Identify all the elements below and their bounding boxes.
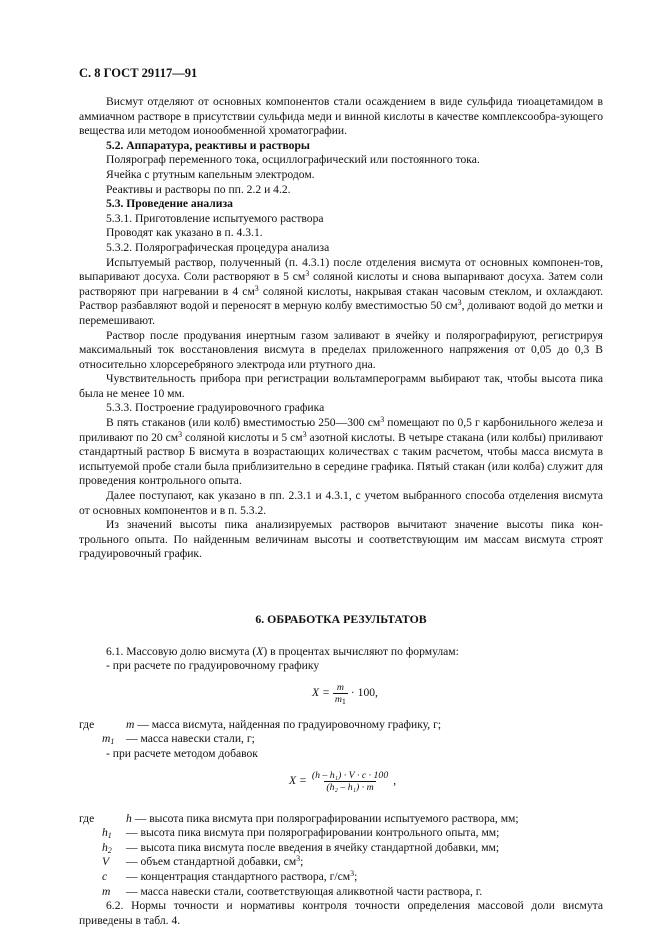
page-content	[79, 95, 603, 928]
definition-h1: $h_1$ — высота пика висмута при полярографировании контрольного опыта, мм;	[102, 826, 500, 841]
equipment-item: Полярограф переменного тока, осциллографический или постоянного тока.	[106, 153, 480, 167]
formula-calibration	[79, 682, 603, 710]
equipment-item: Реактивы и растворы по пп. 2.2 и 4.2.	[106, 182, 291, 196]
equipment-item: Ячейка с ртутным капельным электродом.	[106, 167, 315, 181]
section-5-3-title: 5.3. Проведение анализа	[106, 197, 233, 211]
definitions-list-1	[79, 718, 603, 747]
paragraph-further-steps: Далее поступают, как указано в пп. 2.3.1 и 4.3.1, с учетом выбранного способа отделения висмута от основных компонентов и в п. 5.3.2.	[79, 489, 603, 517]
case-calibration-graph: - при расчете по градуировочному графику	[106, 659, 320, 673]
definition-m1: $m_1$ — масса навески стали, г;	[102, 732, 255, 747]
paragraph-solution-prep: Испытуемый раствор, полученный (п. 4.3.1) после отделения висмута от основных компонен-тов, выпаривают досуха. Соли растворяют в 5 $см^3$ соляной кислоты и снова выпаривают досуха. Затем соли растворяют при нагревании в 4 $см^3$ соляной кислоты, накрывая стакан часовым стеклом, и охлаждают. Раствор разбавляют водой и переносят в мерную колбу вместимостью 50 $см^3$, доливают водой до метки и перемешивают.	[79, 255, 604, 327]
definition-m-aliquot: m — масса навески стали, соответствующая аликвотной части раствора, г.	[102, 884, 483, 898]
section-6-title: 6. ОБРАБОТКА РЕЗУЛЬТАТОВ	[255, 612, 427, 626]
subsection-5-3-3-title: 5.3.3. Построение градуировочного графика	[106, 401, 325, 415]
definition-v: V — объем стандартной добавки, $см^3$;	[102, 854, 304, 869]
paragraph-6-1: 6.1. Массовую долю висмута (X) в процентах вычисляют по формулам:	[106, 644, 459, 658]
case-addition-method: - при расчете методом добавок	[106, 746, 258, 760]
page-header: С. 8 ГОСТ 29117—91	[79, 66, 198, 80]
section-5-2-title: 5.2. Аппаратура, реактивы и растворы	[106, 138, 310, 152]
formula-lhs: X =	[289, 773, 307, 787]
subsection-5-3-1-title: 5.3.1. Приготовление испытуемого раствора	[106, 211, 324, 225]
paragraph-calibration-setup: В пять стаканов (или колб) вместимостью 250—300 $см^3$ помещают по 0,5 г карбонильного железа и приливают по 20 $см^3$ соляной кислоты и 5 $см^3$ азотной кислоты. В четыре стакана (или колбы) приливают стандартный раствор Б висмута в возрастающих количествах с таким расчетом, чтобы масса висмута в испытуемой пробе стали была приблизительно в середине графика. Пятый стакан (или колба) служит для проведения контрольного опыта.	[79, 415, 604, 488]
subsection-5-3-2-title: 5.3.2. Полярографическая процедура анализа	[106, 240, 330, 254]
definition-m: где m — масса висмута, найденная по градуировочному графику, г;	[79, 717, 442, 731]
paragraph-calibration-graph: Из значений высоты пика анализируемых растворов вычитают значение высоты пика кон-трольного опыта. По найденным величинам высоты и соответствующим им массам висмута строят градуировочный график.	[79, 518, 603, 561]
formula-tail: · 100,	[350, 685, 378, 699]
definition-h2: $h_2$ — высота пика висмута после введения в ячейку стандартной добавки, мм;	[102, 840, 500, 855]
formula-fraction: $\frac{m}{m_1}$	[334, 681, 346, 706]
definition-h: где h — высота пика висмута при полярографировании испытуемого раствора, мм;	[79, 811, 519, 825]
definition-c: c — концентрация стандартного раствора, $г/см^3$;	[102, 868, 358, 883]
formula-addition-method	[79, 770, 603, 804]
definitions-list-2	[79, 812, 603, 900]
formula-lhs: X =	[312, 685, 330, 699]
subsection-5-3-1-text: Проводят как указано в п. 4.3.1.	[106, 226, 263, 240]
formula-tail: ,	[393, 773, 397, 787]
paragraph-sensitivity: Чувствительность прибора при регистрации вольтамперограмм выбирают так, чтобы высота пика была не менее 10 мм.	[79, 372, 603, 400]
paragraph-polarography: Раствор после продувания инертным газом заливают в ячейку и полярографируют, регистрируя максимальный ток восстановления висмута в пределах приложенного напряжения от 0,05 до 0,3 В относительно хлорсеребряного электрода или ртутного дна.	[79, 328, 603, 371]
formula-fraction: $\frac{\text{(h – h₁) · V · c · 100}}{\text{(h₂ – h₁) · m}}$	[311, 769, 389, 793]
paragraph-6-2: 6.2. Нормы точности и нормативы контроля точности определения массовой доли висмута приведены в табл. 4.	[79, 899, 603, 927]
paragraph-bismuth-separation: Висмут отделяют от основных компонентов стали осаждением в виде сульфида тиоацетамидом в аммиачном растворе в присутствии сульфида меди и винной кислоты в качестве комплексообра-зующего вещества или методом ионообменной хроматографии.	[79, 95, 603, 138]
